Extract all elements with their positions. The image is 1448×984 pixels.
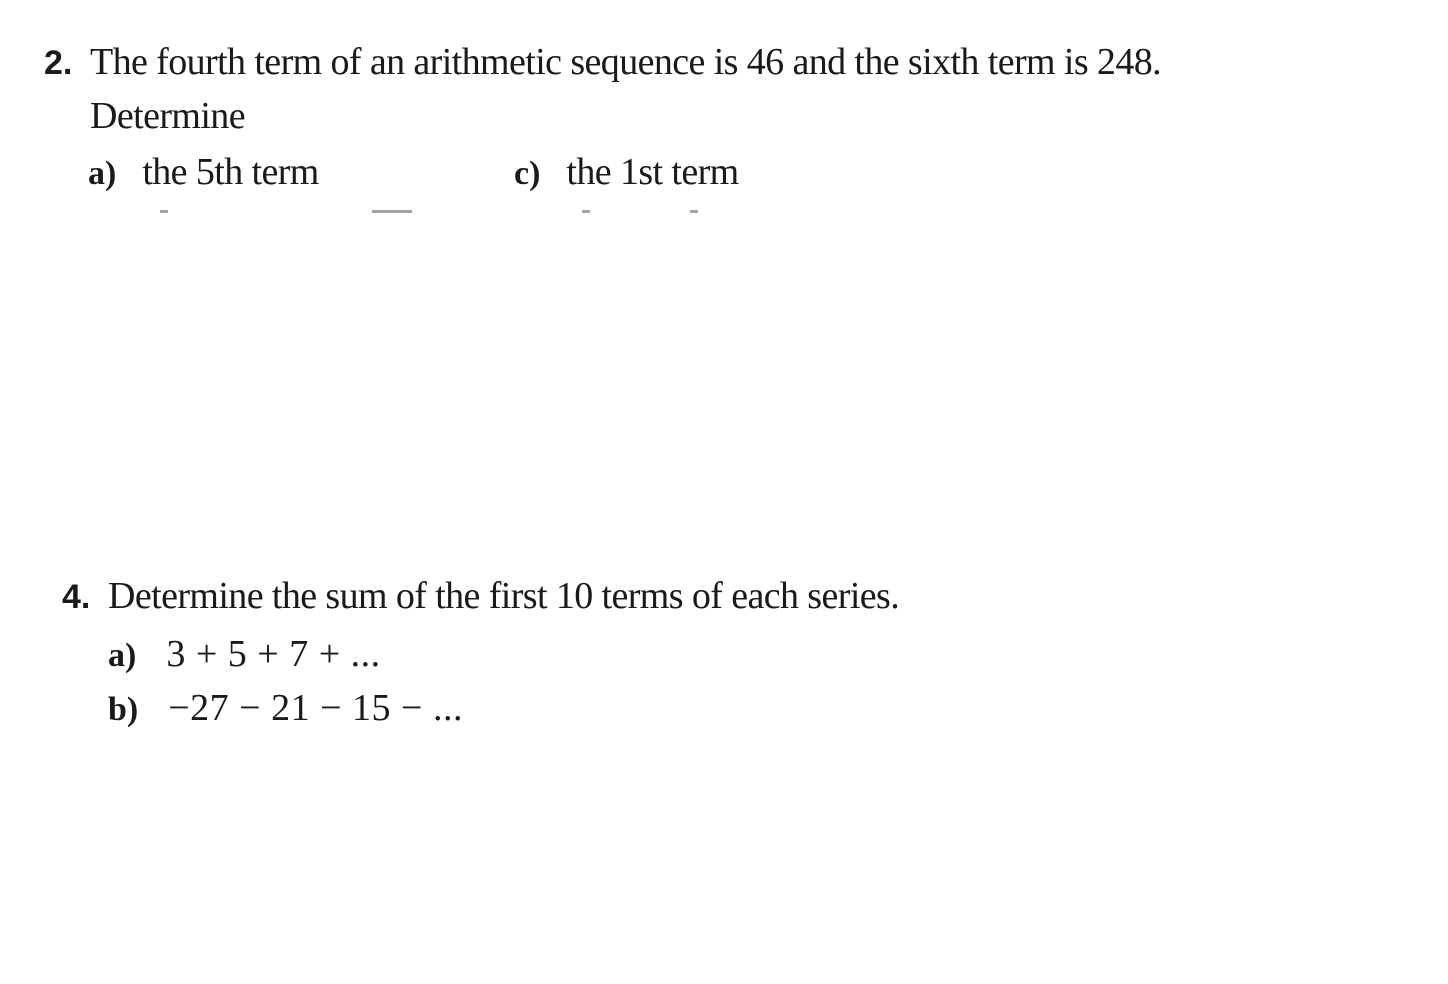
part-label: b) — [108, 691, 139, 728]
cropped-text-remnant — [582, 210, 590, 213]
question-text-continued: Determine — [90, 95, 245, 137]
question-2-part-c — [514, 150, 739, 194]
question-text: The fourth term of an arithmetic sequence is 46 and the sixth term is 248. — [90, 41, 1162, 83]
series-expression: −27 − 21 − 15 − ... — [168, 687, 463, 729]
question-2 — [0, 0, 1448, 230]
question-2-stem-line-1 — [44, 40, 1161, 84]
cropped-text-remnant — [160, 210, 168, 213]
question-4-stem — [62, 574, 899, 618]
part-label: a) — [108, 637, 137, 674]
question-4-part-b — [108, 686, 463, 730]
cropped-text-remnant — [372, 210, 412, 213]
part-text: the 5th term — [142, 151, 319, 193]
question-number: 2. — [44, 44, 73, 82]
question-2-stem-line-2 — [90, 94, 245, 138]
question-2-part-a — [88, 150, 319, 194]
part-label: a) — [88, 155, 117, 192]
part-label: c) — [514, 155, 541, 192]
question-number: 4. — [62, 578, 91, 616]
question-4-part-a — [108, 632, 381, 676]
series-expression: 3 + 5 + 7 + ... — [166, 633, 381, 675]
cropped-text-remnant — [690, 210, 698, 213]
question-4 — [0, 560, 1448, 760]
question-text: Determine the sum of the first 10 terms of each series. — [108, 575, 900, 617]
part-text: the 1st term — [566, 151, 739, 193]
